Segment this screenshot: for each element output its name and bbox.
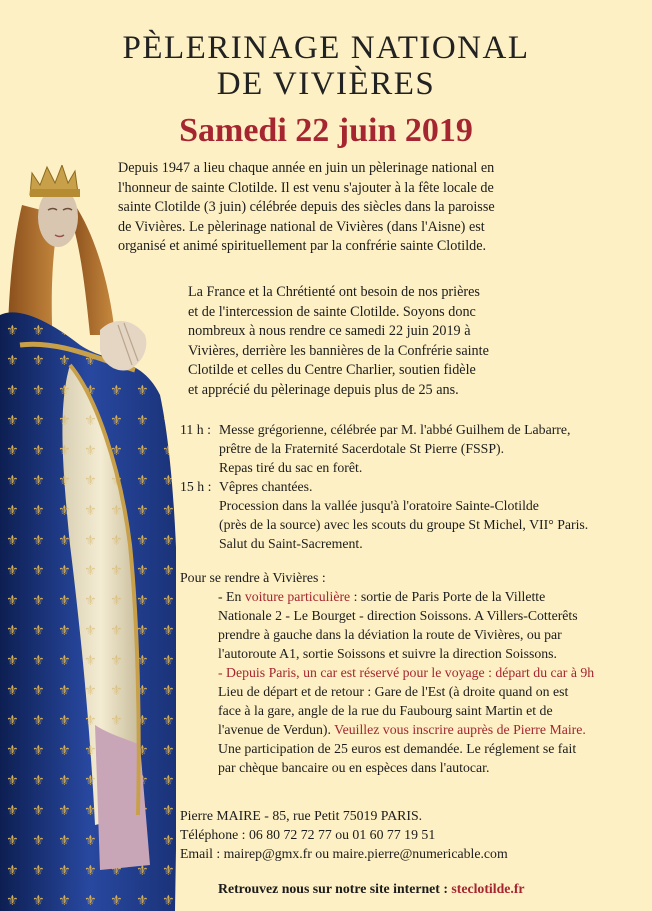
bus-directions [180, 663, 630, 777]
text-line: organisé et animé spirituellement par la confrérie sainte Clotilde. [118, 238, 487, 254]
bus-detail-line: face à la gare, angle de la rue du Faubourg saint Martin et de [218, 703, 553, 718]
text-line: Vivières, derrière les bannières de la Confrérie sainte [188, 342, 489, 359]
text-line: et apprécié du pèlerinage depuis plus de 25 ans. [188, 381, 459, 398]
fee-line: Une participation de 25 euros est demandée. Le réglement se fait [218, 741, 577, 756]
bus-line: - Depuis Paris, un car est réservé pour le voyage : départ du car à 9h [218, 665, 595, 680]
text-line: sainte Clotilde (3 juin) célébrée depuis des siècles dans la paroisse [118, 199, 495, 215]
contact-phone: Téléphone : 06 80 72 72 77 ou 01 60 77 19 51 [180, 827, 436, 842]
travel-section [180, 568, 630, 777]
car-line: Nationale 2 - Le Bourget - direction Soissons. A Villers-Cotterêts [218, 608, 578, 623]
schedule-line: Repas tiré du sac en forêt. [219, 460, 363, 475]
schedule-time: 15 h : [180, 479, 212, 494]
schedule-line: (près de la source) avec les scouts du groupe St Michel, VII° Paris. [219, 517, 589, 532]
text-line: et de l'intercession de sainte Clotilde. Soyons donc [188, 303, 476, 320]
text-line: Clotilde et celles du Centre Charlier, soutien fidèle [188, 362, 476, 378]
intro-paragraph-2 [188, 283, 550, 400]
text-line: de Vivières. Le pèlerinage national de Vivières (dans l'Aisne) est [118, 218, 485, 235]
event-date: Samedi 22 juin 2019 [179, 112, 473, 149]
car-directions [180, 587, 630, 663]
saint-clotilde-statue-image [0, 165, 190, 911]
bus-last-plain: l'avenue de Verdun). [218, 722, 335, 737]
contact-block [180, 806, 630, 863]
schedule-item [180, 477, 635, 553]
schedule-line: Salut du Saint-Sacrement. [219, 536, 363, 551]
website-line [218, 881, 525, 897]
car-highlight: voiture particulière [244, 589, 351, 604]
intro-paragraph-1 [118, 159, 548, 257]
schedule-line: Vêpres chantées. [219, 479, 313, 494]
text-line: Depuis 1947 a lieu chaque année en juin un pèlerinage national en [118, 160, 495, 176]
schedule-line: prêtre de la Fraternité Sacerdotale St Pierre (FSSP). [219, 441, 505, 456]
website-link[interactable]: steclotilde.fr [451, 881, 525, 896]
contact-email: Email : mairep@gmx.fr ou maire.pierre@numericable.com [180, 846, 508, 861]
car-prefix: - En [218, 589, 245, 604]
page-title-line1: PÈLERINAGE NATIONAL [122, 30, 530, 66]
website-label: Retrouvez nous sur notre site internet : [218, 881, 452, 896]
fee-line: par chèque bancaire ou en espèces dans l'autocar. [218, 760, 490, 775]
text-line: l'honneur de sainte Clotilde. Il est venu s'ajouter à la fête locale de [118, 179, 494, 196]
text-line: La France et la Chrétienté ont besoin de nos prières [188, 284, 480, 300]
contact-address: Pierre MAIRE - 85, rue Petit 75019 PARIS. [180, 808, 423, 823]
text-line: nombreux à nous rendre ce samedi 22 juin 2019 à [188, 323, 471, 339]
car-line: prendre à gauche dans la déviation la route de Vivières, ou par [218, 627, 562, 642]
travel-heading: Pour se rendre à Vivières : [180, 570, 326, 585]
registration-note: Veuillez vous inscrire auprès de Pierre Maire. [334, 722, 586, 737]
car-line: l'autoroute A1, sortie Soissons et suivre la direction Soissons. [218, 646, 557, 661]
bus-detail-line: Lieu de départ et de retour : Gare de l'Est (à droite quand on est [218, 684, 569, 699]
schedule-item [180, 420, 635, 477]
schedule [180, 420, 635, 553]
page-title-line2: DE VIVIÈRES [216, 66, 436, 102]
schedule-time: 11 h : [180, 422, 211, 437]
schedule-line: Procession dans la vallée jusqu'à l'oratoire Sainte-Clotilde [219, 498, 539, 513]
schedule-line: Messe grégorienne, célébrée par M. l'abbé Guilhem de Labarre, [219, 422, 571, 437]
car-line-rest: : sortie de Paris Porte de la Villette [350, 589, 546, 604]
